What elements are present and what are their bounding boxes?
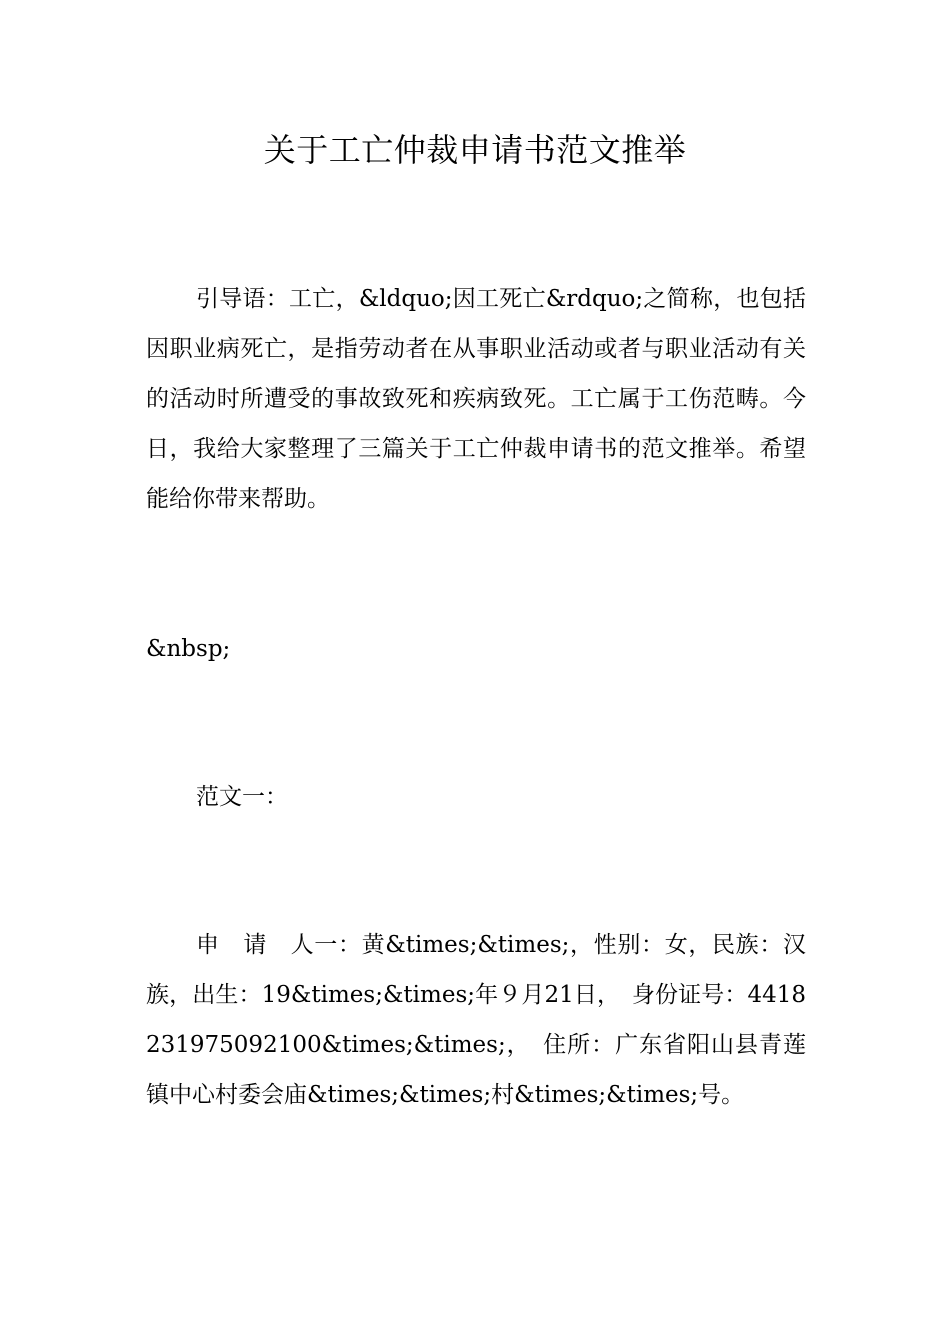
applicant-paragraph: 申 请 人一：黄&times;&times;，性别：女，民族：汉族，出生：19&times;&times;年９月21日， 身份证号：4418231975092100&times;&times;， 住所：广东省阳山县青莲镇中心村委会庙&times;&times;村&times;&times;号。 — [146, 932, 806, 1108]
section-heading: 范文一： — [196, 784, 288, 810]
document-title: 关于工亡仲裁申请书范文推举 — [263, 131, 687, 169]
nbsp-line: &nbsp; — [146, 636, 231, 662]
intro-paragraph: 引导语：工亡，&ldquo;因工死亡&rdquo;之简称，也包括因职业病死亡，是指劳动者在从事职业活动或者与职业活动有关的活动时所遭受的事故致死和疾病致死。工亡属于工伤范畴。今日，我给大家整理了三篇关于工亡仲裁申请书的范文推举。希望能给你带来帮助。 — [146, 286, 806, 512]
